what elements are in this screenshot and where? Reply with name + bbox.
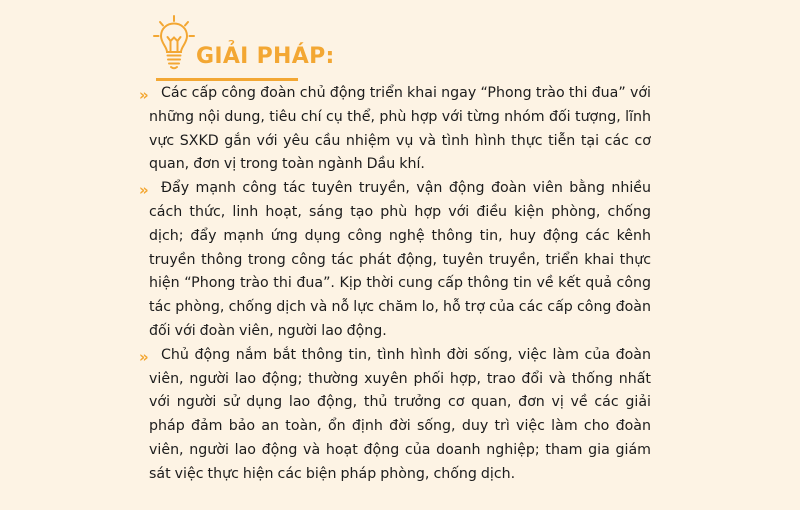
list-item-text: Các cấp công đoàn chủ động triển khai ngay “Phong trào thi đua” với những nội dung, tiêu chí cụ thể, phù hợp với từng nhóm đối tượng, lĩnh vực SXKD gắn với yêu cầu nhiệm vụ và tình hình thực tiễn tại các cơ quan, đơn vị trong toàn ngành Dầu khí.	[149, 85, 651, 173]
bullet-icon: »	[139, 86, 149, 104]
list-item-text: Chủ động nắm bắt thông tin, tình hình đời sống, việc làm của đoàn viên, người lao động; thường xuyên phối hợp, trao đổi và thống nhất với người sử dụng lao động, thủ trưởng cơ quan, đơn vị về các giải pháp đảm bảo an toàn, ổn định đời sống, duy trì việc làm cho đoàn viên, người lao động và hoạt động của doanh nghiệp; tham gia giám sát việc thực hiện các biện pháp phòng, chống dịch.	[149, 346, 651, 482]
lightbulb-icon	[152, 14, 196, 72]
list-item	[0, 344, 800, 487]
bullet-icon: »	[139, 181, 149, 200]
list-item	[0, 82, 800, 177]
list-item-text: Đẩy mạnh công tác tuyên truyền, vận động đoàn viên bằng nhiều cách thức, linh hoạt, sáng tạo phù hợp với điều kiện phòng, chống dịch; đẩy mạnh ứng dụng công nghệ thông tin, huy động các kênh truyền thông trong công tác phát động, tuyên truyền, triển khai thực hiện “Phong trào thi đua”. Kịp thời cung cấp thông tin về kết quả công tác phòng, chống dịch và nỗ lực chăm lo, hỗ trợ của các cấp công đoàn đối với đoàn viên, người lao động.	[149, 180, 651, 339]
bullet-icon: »	[139, 347, 149, 366]
list-item	[0, 177, 800, 344]
solution-list	[0, 82, 800, 487]
section-title: GIẢI PHÁP:	[196, 44, 335, 69]
title-underline	[156, 78, 298, 81]
section-header	[152, 14, 352, 76]
